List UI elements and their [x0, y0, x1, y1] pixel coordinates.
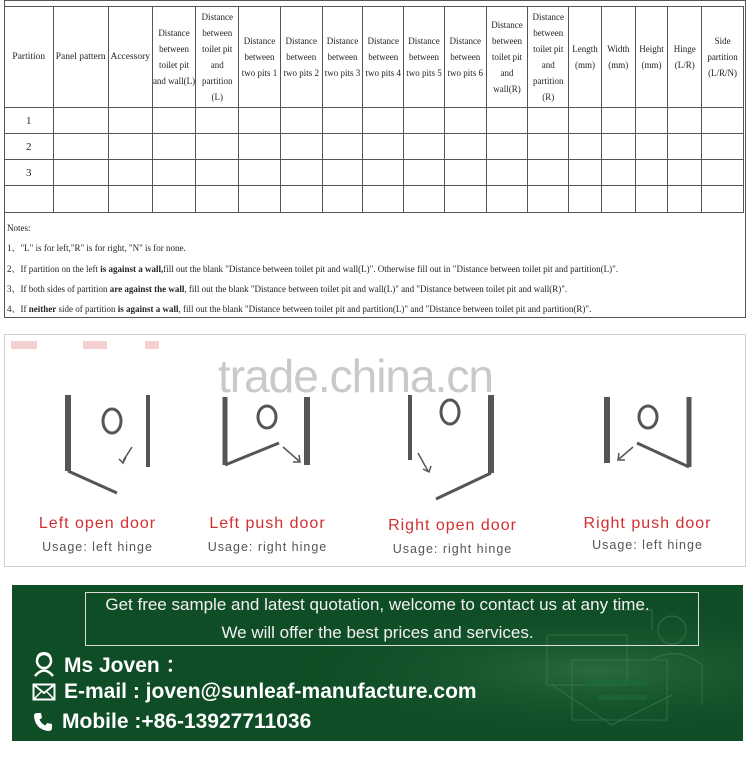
- form-cell[interactable]: [363, 160, 404, 186]
- column-header: Distance between two pits 2: [280, 7, 322, 108]
- note-text: fill out the blank "Distance between toilet pit and wall(L)". Otherwise fill out in "Distance between toilet pit and partition(L)".: [163, 264, 619, 274]
- column-header: Distance between toilet pit and wall(R): [486, 7, 528, 108]
- column-header: Distance between two pits 4: [363, 7, 404, 108]
- form-cell[interactable]: [239, 108, 281, 134]
- form-cell[interactable]: [444, 134, 486, 160]
- door-label: Right open door: [388, 517, 517, 534]
- form-cell[interactable]: [404, 160, 445, 186]
- column-header: Distance between toilet pit and partition (R): [528, 7, 569, 108]
- table-header-row: [5, 7, 744, 108]
- door-left-open: [5, 335, 190, 567]
- note-2: [7, 262, 618, 275]
- form-cell[interactable]: [363, 108, 404, 134]
- door-usage: Usage: right hinge: [392, 542, 513, 556]
- form-cell[interactable]: [53, 160, 108, 186]
- contact-mobile[interactable]: Mobile :+86-13927711036: [62, 710, 312, 733]
- form-cell[interactable]: [486, 160, 528, 186]
- form-cell[interactable]: [702, 134, 744, 160]
- contact-email[interactable]: E-mail : joven@sunleaf-manufacture.com: [64, 680, 477, 703]
- form-cell[interactable]: [635, 186, 668, 213]
- table-row: [5, 134, 744, 160]
- form-cell[interactable]: [196, 186, 239, 213]
- door-label: Right push door: [583, 515, 712, 532]
- form-cell[interactable]: [635, 134, 668, 160]
- form-cell[interactable]: [404, 186, 445, 213]
- partition-number-cell: 3: [5, 160, 54, 186]
- door-right-push: [555, 335, 740, 567]
- partition-number-cell: 1: [5, 108, 54, 134]
- note-emphasis: neither: [28, 304, 57, 314]
- column-header: Distance between two pits 6: [444, 7, 486, 108]
- form-cell[interactable]: [363, 134, 404, 160]
- form-cell[interactable]: [528, 186, 569, 213]
- form-cell[interactable]: [152, 186, 196, 213]
- left-open-door-diagram: [5, 335, 190, 510]
- note-emphasis: is against a wall,: [100, 264, 164, 274]
- partition-number-cell: 2: [5, 134, 54, 160]
- contact-name-row: [32, 649, 187, 679]
- door-usage: Usage: left hinge: [42, 540, 153, 554]
- door-types-panel: [4, 334, 746, 567]
- form-cell[interactable]: [635, 108, 668, 134]
- form-cell[interactable]: [668, 160, 702, 186]
- column-header: Accessory: [108, 7, 152, 108]
- form-cell[interactable]: [702, 186, 744, 213]
- form-cell[interactable]: [363, 186, 404, 213]
- form-cell[interactable]: [322, 186, 363, 213]
- note-emphasis: is against a wall: [117, 304, 179, 314]
- notes-title: Notes:: [7, 223, 31, 233]
- form-cell[interactable]: [196, 160, 239, 186]
- form-cell[interactable]: [668, 186, 702, 213]
- note-text: , fill out the blank "Distance between toilet pit and partition(L)" and "Distance between toilet pit and partition(R)".: [178, 304, 592, 314]
- column-header: Hinge (L/R): [668, 7, 702, 108]
- note-4: [7, 302, 591, 315]
- form-cell[interactable]: [444, 186, 486, 213]
- right-push-door-diagram: [555, 335, 740, 510]
- form-cell[interactable]: [152, 160, 196, 186]
- note-1: [7, 241, 186, 254]
- column-header: Distance between two pits 3: [322, 7, 363, 108]
- form-cell[interactable]: [239, 134, 281, 160]
- form-cell[interactable]: [196, 108, 239, 134]
- contact-mobile-row: [32, 710, 311, 734]
- tagline-2: We will offer the best prices and services.: [221, 623, 534, 642]
- door-usage: Usage: left hinge: [592, 538, 703, 552]
- note-emphasis: are against the wall: [109, 284, 185, 294]
- door-usage: Usage: right hinge: [207, 540, 328, 554]
- form-cell[interactable]: [196, 134, 239, 160]
- note-text: side of partition: [56, 304, 118, 314]
- form-cell[interactable]: [601, 186, 635, 213]
- form-cell[interactable]: [569, 108, 602, 134]
- form-cell[interactable]: [569, 134, 602, 160]
- left-push-door-diagram: [175, 335, 360, 510]
- form-cell[interactable]: [528, 134, 569, 160]
- form-cell[interactable]: [528, 160, 569, 186]
- phone-icon: [32, 711, 54, 733]
- contact-banner: [12, 585, 743, 741]
- form-cell[interactable]: [280, 134, 322, 160]
- form-cell[interactable]: [486, 186, 528, 213]
- form-cell[interactable]: [53, 134, 108, 160]
- form-cell[interactable]: [486, 108, 528, 134]
- note-text: 1、"L" is for left,"R" is for right, "N" is for none.: [7, 243, 186, 253]
- tagline-1: Get free sample and latest quotation, welcome to contact us at any time.: [105, 595, 650, 614]
- column-header: Distance between toilet pit and wall(L): [152, 7, 196, 108]
- order-form: [4, 0, 746, 318]
- column-header: Length (mm): [569, 7, 602, 108]
- form-cell[interactable]: [280, 160, 322, 186]
- contact-email-row: [32, 680, 477, 704]
- form-cell[interactable]: [322, 160, 363, 186]
- note-text: 4、If: [7, 304, 29, 314]
- form-cell[interactable]: [322, 108, 363, 134]
- form-cell[interactable]: [239, 160, 281, 186]
- right-open-door-diagram: [360, 335, 545, 510]
- table-row: [5, 160, 744, 186]
- mail-icon: [32, 683, 56, 701]
- column-header: Distance between two pits 1: [239, 7, 281, 108]
- form-cell[interactable]: [702, 160, 744, 186]
- form-cell[interactable]: [444, 108, 486, 134]
- column-header: Partition: [5, 7, 54, 108]
- form-cell[interactable]: [601, 134, 635, 160]
- note-text: 3、If both sides of partition: [7, 284, 110, 294]
- form-cell[interactable]: [444, 160, 486, 186]
- form-cell[interactable]: [108, 108, 152, 134]
- form-cell[interactable]: [668, 134, 702, 160]
- door-label: Left open door: [38, 515, 157, 532]
- note-text: , fill out the blank "Distance between toilet pit and wall(L)" and "Distance between toilet pit and wall(R)".: [184, 284, 568, 294]
- contact-name: Ms Joven ：: [64, 654, 187, 677]
- column-header: Side partition (L/R/N): [702, 7, 744, 108]
- form-cell[interactable]: [322, 134, 363, 160]
- form-cell[interactable]: [601, 108, 635, 134]
- table-row: [5, 186, 744, 213]
- form-cell[interactable]: [528, 108, 569, 134]
- form-cell[interactable]: [702, 108, 744, 134]
- form-cell[interactable]: [108, 134, 152, 160]
- form-cell[interactable]: [53, 186, 108, 213]
- door-left-push: [175, 335, 360, 567]
- form-cell[interactable]: [404, 134, 445, 160]
- column-header: Distance between two pits 5: [404, 7, 445, 108]
- form-cell[interactable]: [486, 134, 528, 160]
- person-icon: [32, 651, 56, 677]
- form-cell[interactable]: [280, 108, 322, 134]
- form-cell[interactable]: [569, 186, 602, 213]
- table-row: [5, 108, 744, 134]
- column-header: Width (mm): [601, 7, 635, 108]
- form-cell[interactable]: [239, 186, 281, 213]
- form-cell[interactable]: [569, 160, 602, 186]
- column-header: Height (mm): [635, 7, 668, 108]
- form-cell[interactable]: [108, 186, 152, 213]
- form-cell[interactable]: [635, 160, 668, 186]
- column-header: Distance between toilet pit and partition (L): [196, 7, 239, 108]
- form-cell[interactable]: [280, 186, 322, 213]
- form-cell[interactable]: [152, 134, 196, 160]
- partition-number-cell: [5, 186, 54, 213]
- form-cell[interactable]: [601, 160, 635, 186]
- watermark: trade.china.cn: [218, 350, 493, 402]
- column-header: Panel pattern: [53, 7, 108, 108]
- partition-order-table: [4, 6, 744, 213]
- form-cell[interactable]: [152, 108, 196, 134]
- door-label: Left push door: [209, 515, 326, 532]
- form-cell[interactable]: [108, 160, 152, 186]
- form-cell[interactable]: [53, 108, 108, 134]
- form-cell[interactable]: [668, 108, 702, 134]
- note-text: 2、If partition on the left: [7, 264, 101, 274]
- form-cell[interactable]: [404, 108, 445, 134]
- note-3: [7, 282, 567, 295]
- door-right-open: [360, 335, 545, 567]
